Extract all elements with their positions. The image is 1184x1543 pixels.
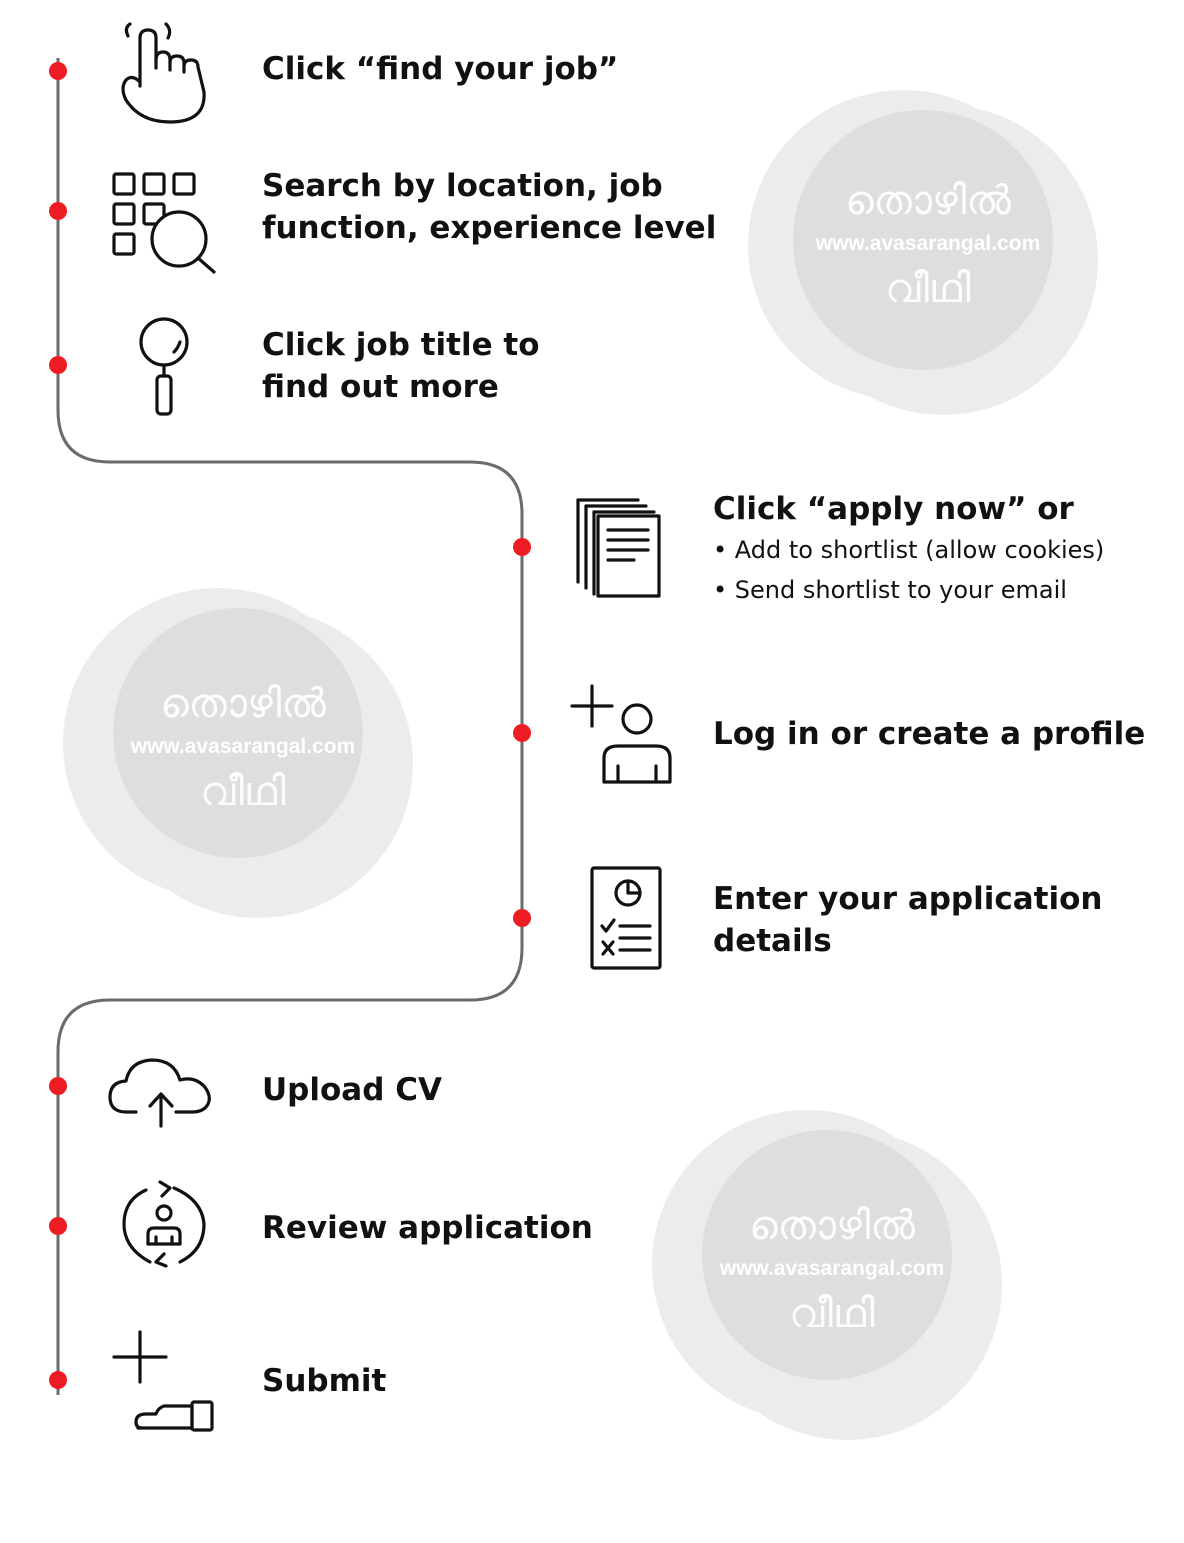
add-user-icon	[572, 686, 670, 782]
step-login	[713, 713, 1145, 755]
step-bullet: • Send shortlist to your email	[713, 576, 1067, 604]
step-submit	[262, 1360, 386, 1402]
step-search	[262, 165, 716, 249]
step-upload	[262, 1069, 442, 1111]
timeline-dot	[49, 356, 67, 374]
timeline-dot	[49, 1077, 67, 1095]
timeline-dot	[513, 538, 531, 556]
step-find-job	[262, 48, 618, 90]
timeline-dot	[49, 1217, 67, 1235]
step-label: Click “apply now” or	[713, 491, 1074, 527]
step-label: Log in or create a profile	[713, 716, 1146, 752]
timeline-dot	[513, 724, 531, 742]
step-label: Click “find your job”	[262, 51, 619, 87]
watermark-subtitle: വീഥി	[885, 266, 971, 312]
watermark-url: www.avasarangal.com	[130, 735, 356, 758]
step-job-title	[262, 324, 540, 408]
watermark-subtitle: വീഥി	[789, 1291, 875, 1337]
review-cycle-icon	[124, 1182, 204, 1266]
step-label: Enter your application	[713, 881, 1103, 917]
step-label: Submit	[262, 1363, 387, 1399]
step-review	[262, 1207, 593, 1249]
watermark-subtitle: വീഥി	[200, 769, 286, 815]
watermark-3	[652, 1105, 1012, 1445]
watermark-url: www.avasarangal.com	[719, 1257, 945, 1280]
step-details	[713, 878, 1102, 962]
timeline-dot	[49, 62, 67, 80]
step-label: Click job title to	[262, 327, 540, 363]
step-label: Search by location, job	[262, 168, 663, 204]
timeline-dot	[49, 202, 67, 220]
timeline-dot	[513, 909, 531, 927]
documents-icon	[578, 500, 659, 596]
step-apply	[713, 488, 1104, 610]
watermark-2	[63, 583, 423, 923]
magnifier-icon	[141, 319, 187, 414]
timeline-dot	[49, 1371, 67, 1389]
form-checklist-icon	[592, 868, 660, 968]
pointing-hand-icon	[123, 24, 204, 122]
step-label: Review application	[262, 1210, 593, 1246]
step-label: find out more	[262, 369, 499, 405]
step-label: Upload CV	[262, 1072, 442, 1108]
step-label: function, experience level	[262, 210, 717, 246]
step-label: details	[713, 923, 832, 959]
watermark-title: തൊഴിൽ	[845, 178, 1011, 224]
watermark-title: തൊഴിൽ	[160, 681, 326, 727]
grid-search-icon	[114, 174, 214, 272]
watermark-url: www.avasarangal.com	[815, 232, 1041, 255]
watermark-title: തൊഴിൽ	[749, 1203, 915, 1249]
submit-hand-icon	[114, 1332, 212, 1430]
step-bullet: • Add to shortlist (allow cookies)	[713, 536, 1105, 564]
cloud-upload-icon	[110, 1060, 209, 1126]
watermark-1	[748, 80, 1108, 420]
